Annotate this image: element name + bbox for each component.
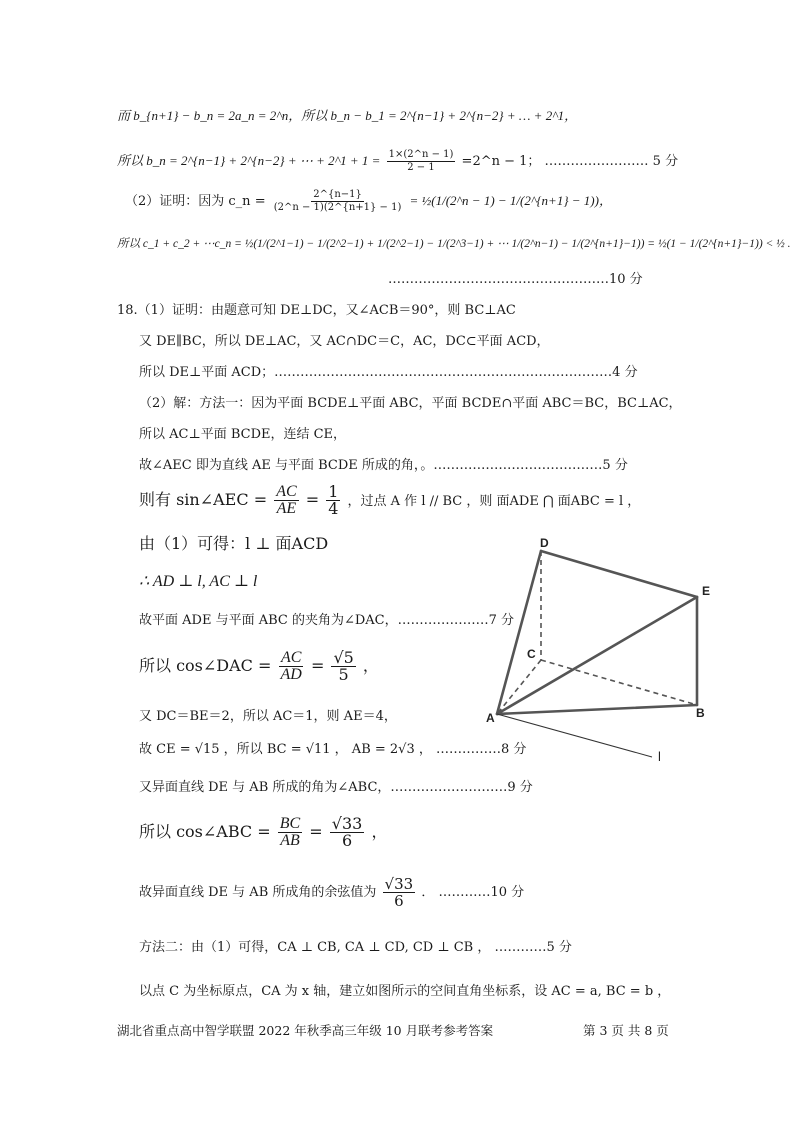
sin-suffix: ，过点 A 作 l // BC ，则 面ADE ⋂ 面ABC = l ， [347,494,641,509]
cos-suffix: ， [362,656,379,675]
answer-prefix: 故异面直线 DE 与 AB 所成角的余弦值为 [139,885,377,900]
fraction-numerator: √5 [333,648,354,667]
footer-left: 湖北省重点高中智学联盟 2022 年秋季高三年级 10 月联考参考答案 [117,1023,494,1038]
line-l [497,714,652,757]
problem-18-line-5: 所以 AC⊥平面 BCDE，连结 CE， [139,427,347,442]
problem-18-line-10: 故平面 ADE 与平面 ABC 的夹角为∠DAC，…………………7 分 [139,613,515,628]
cos-dac-line [139,650,379,683]
line-2-fraction [387,149,456,174]
solution-line-2 [117,149,678,174]
fraction-numerator: 1×(2^n − 1) [388,149,454,160]
line-2-suffix: =2^n − 1； …………………… 5 分 [461,154,679,169]
problem-18-line-2: 又 DE∥BC，所以 DE⊥AC，又 AC∩DC＝C，AC，DC⊂平面 ACD， [139,334,550,349]
line-3-prefix: （2）证明：因为 c_n = [125,194,266,209]
fraction-numerator: 2^{n−1} [313,189,362,200]
cos-prefix: 所以 cos∠ABC = [139,822,271,841]
fraction-numerator: 1 [328,482,339,501]
fraction-numerator: BC [279,815,301,832]
method-two-line-2: 以点 C 为坐标原点，CA 为 x 轴，建立如图所示的空间直角坐标系，设 AC = a, BC = b ， [139,984,671,999]
problem-18-line-14: 又异面直线 DE 与 AB 所成的角为∠ABC，………………………9 分 [139,780,533,795]
label-l: l [658,749,661,764]
method-two-line-1: 方法二：由（1）可得，CA ⊥ CB, CA ⊥ CD, CD ⊥ CB ， …………5 分 [139,940,572,955]
problem-18-line-6: 故∠AEC 即为直线 AE 与平面 BCDE 所成的角，。…………………………………5 分 [139,458,628,473]
fraction-denominator: (2^n − 1)(2^{n+1} − 1) [273,202,402,213]
score-line-10: ……………………………………………10 分 [388,272,643,287]
fraction-denominator: AE [276,500,297,517]
sqrt5-over-5-fraction [331,650,355,683]
one-quarter-fraction [326,484,340,517]
equals-sign: = [310,656,325,675]
solution-line-3 [125,189,612,214]
fraction-numerator: √33 [384,875,414,893]
sqrt33-over-6-fraction [330,816,365,849]
problem-18-line-4: （2）解：方法一：因为平面 BCDE⊥平面 ABC，平面 BCDE∩平面 ABC＝BC，BC⊥AC， [139,396,682,411]
problem-18-line-8: 由（1）可得：l ⊥ 面ACD [139,534,329,553]
answer-line [139,876,524,909]
fraction-denominator: AD [280,666,302,683]
fraction-numerator: √33 [331,814,363,833]
fraction-denominator: 4 [328,499,339,518]
ac-ad-fraction [279,650,304,683]
edge-DE [541,551,697,597]
edge-AB [497,705,697,714]
label-D: D [540,536,549,550]
label-B: B [696,706,705,720]
line-3-suffix: = ½(1/(2^n − 1) − 1/(2^{n+1} − 1))， [409,193,612,208]
equals-sign: = [309,822,323,841]
label-E: E [702,584,711,598]
problem-18-line-9: ∴ AD ⊥ l, AC ⊥ l [139,573,258,590]
fraction-numerator: AC [276,483,297,500]
line-3-fraction [272,189,404,214]
solution-line-1: 而 b_{n+1} − b_n = 2a_n = 2^n，所以 b_n − b_1 = 2^{n−1} + 2^{n−2} + … + 2^1， [117,108,578,123]
edge-CB [541,660,697,705]
fraction-numerator: AC [280,649,302,666]
bc-ab-fraction [278,816,302,849]
answer-suffix: ． …………10 分 [421,885,525,900]
fraction-denominator: 2 − 1 [407,162,435,173]
label-C: C [527,647,536,661]
cos-suffix: ， [371,822,388,841]
sin-prefix: 则有 sin∠AEC = [139,490,268,509]
problem-18-line-13: 故 CE = √15 ，所以 BC = √11 ， AB = 2√3 ， ……………8 分 [139,742,527,757]
footer-page-number: 第 3 页 共 8 页 [583,1023,669,1038]
fraction-denominator: 6 [341,831,353,850]
cos-abc-line [139,816,387,849]
answer-fraction [383,876,416,909]
cos-prefix: 所以 cos∠DAC = [139,656,272,675]
ac-ae-fraction [274,484,298,517]
geometry-figure [480,530,720,770]
problem-18-line-12: 又 DC＝BE＝2，所以 AC＝1，则 AE＝4， [139,709,397,724]
label-A: A [486,711,495,725]
fraction-denominator: 6 [394,892,404,910]
problem-18-line-3: 所以 DE⊥平面 ACD；……………………………………………………………………4 分 [139,365,638,380]
solution-line-4: 所以 c_1 + c_2 + ⋯c_n = ½(1/(2^1−1) − 1/(2^2−1) + 1/(2^2−1) − 1/(2^3−1) + ⋯ 1/(2^n−1) − 1/(2^{n+1}−1)) = ½(1 − 1/(2^{n+1}−1)) < ½ . [117,238,791,250]
fraction-denominator: 5 [338,665,349,684]
equals-sign: = [305,490,320,509]
problem-18-line-1: 18.（1）证明：由题意可知 DE⊥DC，又∠ACB＝90°，则 BC⊥AC [117,303,516,318]
edge-AD [497,551,541,714]
fraction-denominator: AB [280,832,300,849]
line-2-prefix: 所以 b_n = 2^{n−1} + 2^{n−2} + ⋯ + 2^1 + 1 = [117,153,381,168]
sin-aec-line [139,484,640,517]
